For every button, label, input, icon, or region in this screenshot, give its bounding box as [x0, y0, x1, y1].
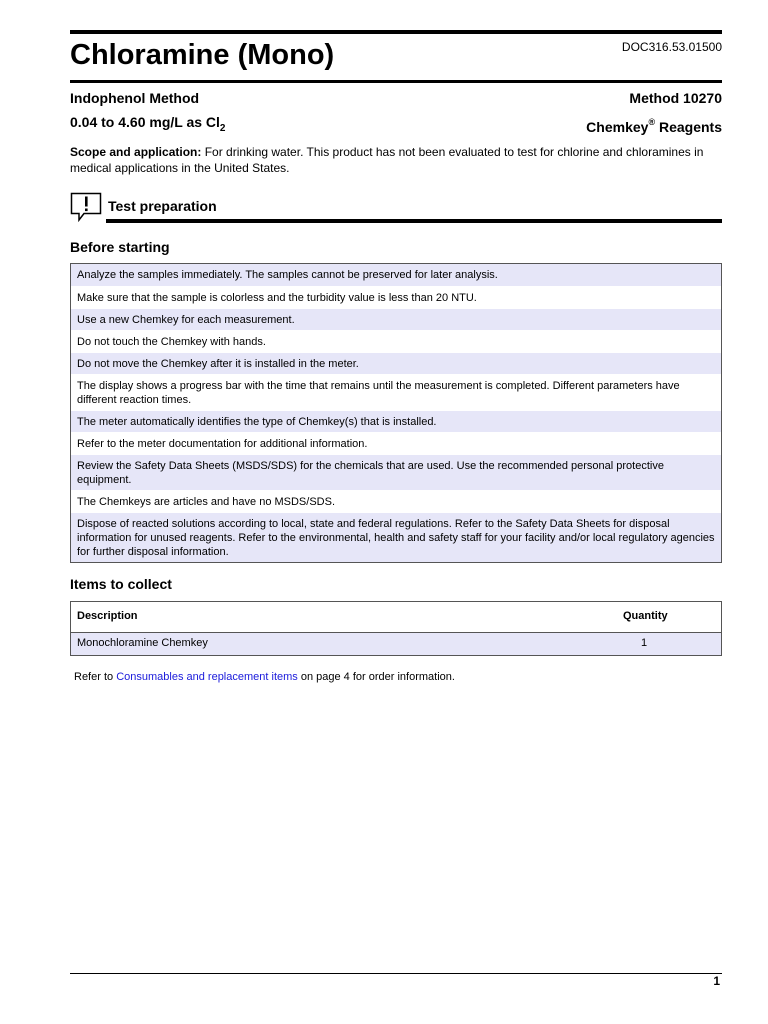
test-preparation-rule	[106, 219, 722, 223]
scope-text: For drinking water. This product has not been evaluated to test for chlorine and chloramines in medical applications in the United States.	[70, 145, 704, 175]
scope-label: Scope and application:	[70, 145, 202, 159]
note-row: Analyze the samples immediately. The samples cannot be preserved for later analysis.	[71, 264, 721, 286]
before-starting-heading: Before starting	[70, 239, 170, 255]
refer-suffix: on page 4 for order information.	[297, 671, 455, 683]
items-table	[70, 601, 722, 656]
document-id: DOC316.53.01500	[621, 40, 722, 54]
caution-note-icon	[70, 192, 102, 222]
method-number: Method 10270	[629, 90, 722, 106]
reagent-name: Chemkey	[586, 119, 649, 135]
reagent-suffix: Reagents	[655, 119, 722, 135]
page-number: 1	[713, 974, 720, 988]
title-rule	[70, 80, 722, 83]
before-starting-table	[70, 263, 722, 563]
reagent-label	[586, 113, 722, 136]
note-row: The meter automatically identifies the type of Chemkey(s) that is installed.	[71, 410, 721, 432]
note-row: Review the Safety Data Sheets (MSDS/SDS) for the chemicals that are used. Use the recommended personal protective equipment.	[71, 454, 721, 490]
items-table-header	[71, 602, 721, 633]
note-row: Dispose of reacted solutions according to local, state and federal regulations. Refer to the Safety Data Sheets for disposal information for unused reagents. Refer to the environmental, health and safety staff for your facility and/or local regulatory agencies for further disposal information.	[71, 512, 721, 562]
refer-note	[74, 670, 455, 684]
consumables-link[interactable]: Consumables and replacement items	[116, 671, 298, 683]
measurement-range	[70, 113, 225, 138]
column-header-description: Description	[77, 610, 138, 622]
items-to-collect-heading: Items to collect	[70, 576, 172, 592]
document-title: Chloramine (Mono)	[70, 39, 335, 71]
test-preparation-title: Test preparation	[108, 198, 217, 214]
footer-rule	[70, 973, 722, 974]
item-quantity: 1	[641, 637, 648, 649]
column-header-quantity: Quantity	[623, 610, 668, 622]
note-row: The Chemkeys are articles and have no MSDS/SDS.	[71, 490, 721, 512]
note-row: Refer to the meter documentation for additional information.	[71, 432, 721, 454]
note-row: Do not touch the Chemkey with hands.	[71, 330, 721, 352]
top-rule	[70, 30, 722, 34]
method-name: Indophenol Method	[70, 90, 200, 106]
scope-paragraph	[70, 144, 722, 176]
range-subscript: 2	[219, 123, 226, 134]
note-row: The display shows a progress bar with the time that remains until the measurement is completed. Different parameters have different reaction times.	[71, 374, 721, 410]
registered-mark: ®	[648, 117, 656, 127]
range-main: 0.04 to 4.60 mg/L as Cl	[70, 114, 220, 130]
note-row: Use a new Chemkey for each measurement.	[71, 308, 721, 330]
item-description: Monochloramine Chemkey	[77, 637, 208, 649]
table-row	[71, 633, 721, 655]
refer-prefix: Refer to	[74, 671, 117, 683]
document-page	[70, 0, 722, 1024]
note-row: Make sure that the sample is colorless and the turbidity value is less than 20 NTU.	[71, 286, 721, 308]
note-row: Do not move the Chemkey after it is installed in the meter.	[71, 352, 721, 374]
